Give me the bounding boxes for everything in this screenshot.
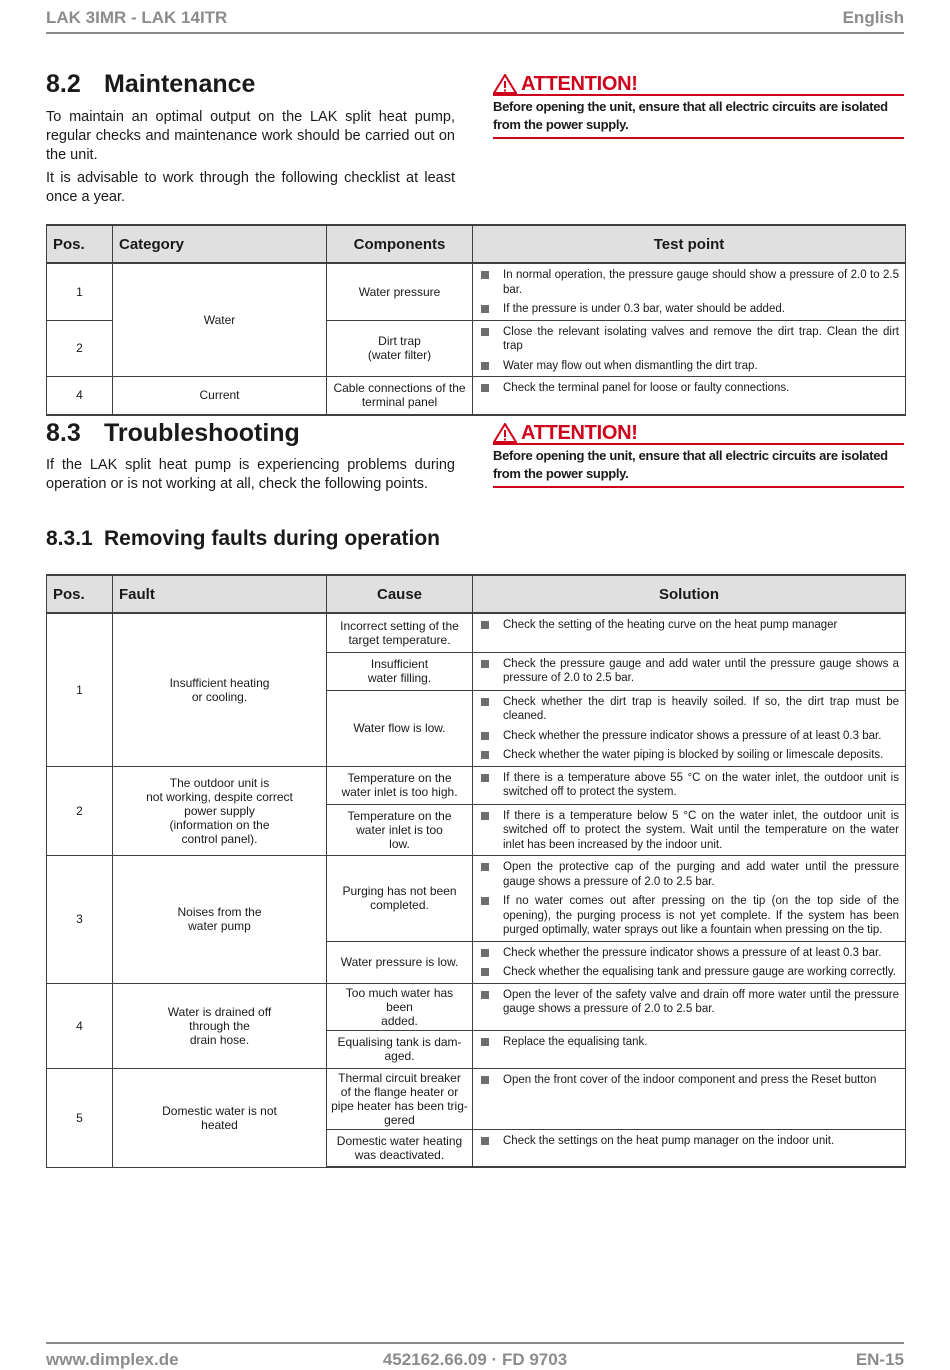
table-row xyxy=(47,983,906,1030)
test-point-cell xyxy=(473,1030,906,1068)
section-title: Troubleshooting xyxy=(104,419,300,447)
bullet-text: Check the pressure gauge and add water until the pressure gauge shows a pressure of 2.0 to 2.5 bar. xyxy=(503,657,899,684)
test-point-cell xyxy=(473,804,906,856)
bullet-item xyxy=(479,946,899,961)
bullet-text: Open the front cover of the indoor component and press the Reset button xyxy=(503,1073,877,1086)
bullet-text: If no water comes out after pressing on the tip (on the top side of the opening), the purging process is not yet complete. If the system has been purged optimally, water sprays out like a fountain when pressing on the tip. xyxy=(503,895,899,936)
table-row xyxy=(47,613,906,652)
pos-cell: 3 xyxy=(47,856,113,984)
column-header: Category xyxy=(113,225,327,263)
bullet-text: If there is a temperature below 5 °C on the water inlet, the outdoor unit is switched off to protect the system. Wait until the temperature on the water inlet has been increased by the indoor unit. xyxy=(503,809,899,851)
bullet-text: Close the relevant isolating valves and remove the dirt trap. Clean the dirt trap xyxy=(503,325,899,352)
table-row xyxy=(47,263,906,320)
bullet-text: Check the terminal panel for loose or faulty connections. xyxy=(503,382,790,394)
test-point-cell xyxy=(473,377,906,415)
cause-cell: Water pressure is low. xyxy=(327,941,473,983)
bullet-item xyxy=(479,894,899,938)
bullet-item xyxy=(479,381,899,396)
bullet-text: Check whether the equalising tank and pressure gauge are working correctly. xyxy=(503,966,896,978)
section-number: 8.3.1 xyxy=(46,527,93,550)
bullet-square-icon xyxy=(481,991,489,999)
bullet-item xyxy=(479,729,899,744)
faults-table xyxy=(46,574,906,1168)
test-point-cell xyxy=(473,941,906,983)
table-header-row xyxy=(47,225,906,263)
test-point-cell xyxy=(473,263,906,320)
bullet-square-icon xyxy=(481,1038,489,1046)
column-header: Pos. xyxy=(47,575,113,613)
paragraph: It is advisable to work through the following checklist at least once a year. xyxy=(46,170,455,205)
bullet-item xyxy=(479,771,899,800)
paragraph: To maintain an optimal output on the LAK split heat pump, regular checks and maintenance work should be carried out on the unit. xyxy=(46,109,455,163)
page-footer xyxy=(46,1342,904,1370)
column-header: Pos. xyxy=(47,225,113,263)
bullet-square-icon xyxy=(481,863,489,871)
pos-cell: 4 xyxy=(47,377,113,415)
bullet-square-icon xyxy=(481,732,489,740)
category-cell: Water xyxy=(113,263,327,377)
column-header: Cause xyxy=(327,575,473,613)
bullet-square-icon xyxy=(481,897,489,905)
language-label: English xyxy=(842,8,904,27)
paragraph: If the LAK split heat pump is experiencing problems during operation or is not working at all, check the following points. xyxy=(46,457,455,492)
bullet-item xyxy=(479,302,899,317)
bullet-text: In normal operation, the pressure gauge should show a pressure of 2.0 to 2.5 bar. xyxy=(503,269,899,296)
component-cell: Dirt trap (water filter) xyxy=(327,320,473,377)
test-point-cell xyxy=(473,320,906,377)
cause-cell: Temperature on the water inlet is too low. xyxy=(327,804,473,856)
fault-cell: The outdoor unit is not working, despite correct power supply (information on the control panel). xyxy=(113,766,327,856)
bullet-item xyxy=(479,325,899,354)
attention-text: Before opening the unit, ensure that all electric circuits are isolated from the power supply. xyxy=(493,445,904,488)
table-header-row xyxy=(47,575,906,613)
product-name: LAK 3IMR - LAK 14ITR xyxy=(46,8,228,27)
attention-box xyxy=(493,423,904,488)
bullet-item xyxy=(479,618,899,633)
attention-title: ATTENTION! xyxy=(521,72,638,95)
section-number: 8.3 xyxy=(46,419,81,447)
section-number: 8.2 xyxy=(46,70,81,98)
section-maintenance-heading xyxy=(46,70,255,99)
bullet-square-icon xyxy=(481,698,489,706)
table-row xyxy=(47,856,906,942)
bullet-square-icon xyxy=(481,362,489,370)
bullet-square-icon xyxy=(481,968,489,976)
pos-cell: 1 xyxy=(47,613,113,766)
website-text: www.dimplex.de xyxy=(46,1350,179,1369)
test-point-cell xyxy=(473,983,906,1030)
column-header: Solution xyxy=(473,575,906,613)
warning-triangle-icon xyxy=(493,74,517,94)
cause-cell: Temperature on the water inlet is too high. xyxy=(327,766,473,804)
document-number: 452162.66.09 · FD 9703 xyxy=(382,1350,568,1369)
cause-cell: Equalising tank is dam- aged. xyxy=(327,1030,473,1068)
maintenance-intro xyxy=(46,108,455,211)
attention-text: Before opening the unit, ensure that all electric circuits are isolated from the power supply. xyxy=(493,96,904,139)
bullet-square-icon xyxy=(481,384,489,392)
bullet-text: Open the protective cap of the purging and add water until the pressure gauge shows a pressure of 2.0 to 2.5 bar. xyxy=(503,861,899,888)
bullet-square-icon xyxy=(481,328,489,336)
test-point-cell xyxy=(473,1129,906,1167)
test-point-cell xyxy=(473,1068,906,1129)
bullet-square-icon xyxy=(481,1076,489,1084)
bullet-text: Replace the equalising tank. xyxy=(503,1035,648,1048)
section-troubleshooting-heading xyxy=(46,419,300,448)
cause-cell: Water flow is low. xyxy=(327,690,473,766)
cause-cell: Purging has not been completed. xyxy=(327,856,473,942)
bullet-item xyxy=(479,695,899,724)
column-header: Test point xyxy=(473,225,906,263)
table-row xyxy=(47,377,906,415)
table-row xyxy=(47,766,906,804)
pos-cell: 2 xyxy=(47,320,113,377)
cause-cell: Insufficient water filling. xyxy=(327,652,473,690)
component-cell: Water pressure xyxy=(327,263,473,320)
bullet-square-icon xyxy=(481,812,489,820)
bullet-text: If there is a temperature above 55 °C on the water inlet, the outdoor unit is switched off to protect the system. xyxy=(503,771,899,798)
test-point-cell xyxy=(473,613,906,652)
attention-title-row xyxy=(493,423,904,445)
warning-triangle-icon xyxy=(493,423,517,443)
fault-cell: Water is drained off through the drain hose. xyxy=(113,983,327,1068)
cause-cell: Incorrect setting of the target temperature. xyxy=(327,613,473,652)
bullet-square-icon xyxy=(481,949,489,957)
pos-cell: 2 xyxy=(47,766,113,856)
pos-cell: 5 xyxy=(47,1068,113,1167)
cause-cell: Thermal circuit breaker of the flange heater or pipe heater has been trig- gered xyxy=(327,1068,473,1129)
fault-cell: Domestic water is not heated xyxy=(113,1068,327,1167)
bullet-square-icon xyxy=(481,660,489,668)
cause-cell: Too much water has been added. xyxy=(327,983,473,1030)
attention-title: ATTENTION! xyxy=(521,421,638,444)
page-header xyxy=(46,6,904,34)
subsection-faults-heading xyxy=(46,527,440,551)
maintenance-checklist-table xyxy=(46,224,906,416)
troubleshooting-intro xyxy=(46,456,455,498)
bullet-text: If the pressure is under 0.3 bar, water should be added. xyxy=(503,303,785,315)
bullet-square-icon xyxy=(481,621,489,629)
bullet-item xyxy=(479,657,899,686)
bullet-square-icon xyxy=(481,751,489,759)
pos-cell: 1 xyxy=(47,263,113,320)
bullet-square-icon xyxy=(481,271,489,279)
bullet-item xyxy=(479,268,899,297)
bullet-item xyxy=(479,860,899,889)
bullet-text: Check the settings on the heat pump manager on the indoor unit. xyxy=(503,1134,835,1147)
column-header: Components xyxy=(327,225,473,263)
bullet-square-icon xyxy=(481,774,489,782)
test-point-cell xyxy=(473,766,906,804)
bullet-text: Check whether the dirt trap is heavily soiled. If so, the dirt trap must be cleaned. xyxy=(503,695,899,722)
bullet-text: Check whether the pressure indicator shows a pressure of at least 0.3 bar. xyxy=(503,946,882,959)
column-header: Fault xyxy=(113,575,327,613)
bullet-square-icon xyxy=(481,1137,489,1145)
fault-cell: Noises from the water pump xyxy=(113,856,327,984)
bullet-item xyxy=(479,965,899,980)
bullet-item xyxy=(479,809,899,853)
test-point-cell xyxy=(473,652,906,690)
page-number: EN-15 xyxy=(855,1350,904,1369)
fault-cell: Insufficient heating or cooling. xyxy=(113,613,327,766)
test-point-cell xyxy=(473,690,906,766)
cause-cell: Domestic water heating was deactivated. xyxy=(327,1129,473,1167)
bullet-item xyxy=(479,1134,899,1149)
bullet-text: Check the setting of the heating curve on the heat pump manager xyxy=(503,619,838,631)
bullet-item xyxy=(479,1035,899,1050)
section-title: Maintenance xyxy=(104,70,256,98)
bullet-item xyxy=(479,748,899,763)
bullet-text: Check whether the water piping is blocked by soiling or limescale deposits. xyxy=(503,749,884,761)
attention-box xyxy=(493,74,904,139)
bullet-item xyxy=(479,1073,899,1088)
section-title: Removing faults during operation xyxy=(104,527,441,550)
test-point-cell xyxy=(473,856,906,942)
bullet-text: Water may flow out when dismantling the dirt trap. xyxy=(503,359,758,372)
bullet-item xyxy=(479,359,899,374)
component-cell: Cable connections of the terminal panel xyxy=(327,377,473,415)
pos-cell: 4 xyxy=(47,983,113,1068)
category-cell: Current xyxy=(113,377,327,415)
bullet-item xyxy=(479,988,899,1017)
table-row xyxy=(47,1068,906,1129)
bullet-square-icon xyxy=(481,305,489,313)
bullet-text: Open the lever of the safety valve and drain off more water until the pressure gauge shows a pressure of 2.0 to 2.5 bar. xyxy=(503,988,899,1015)
bullet-text: Check whether the pressure indicator shows a pressure of at least 0.3 bar. xyxy=(503,729,882,742)
attention-title-row xyxy=(493,74,904,96)
